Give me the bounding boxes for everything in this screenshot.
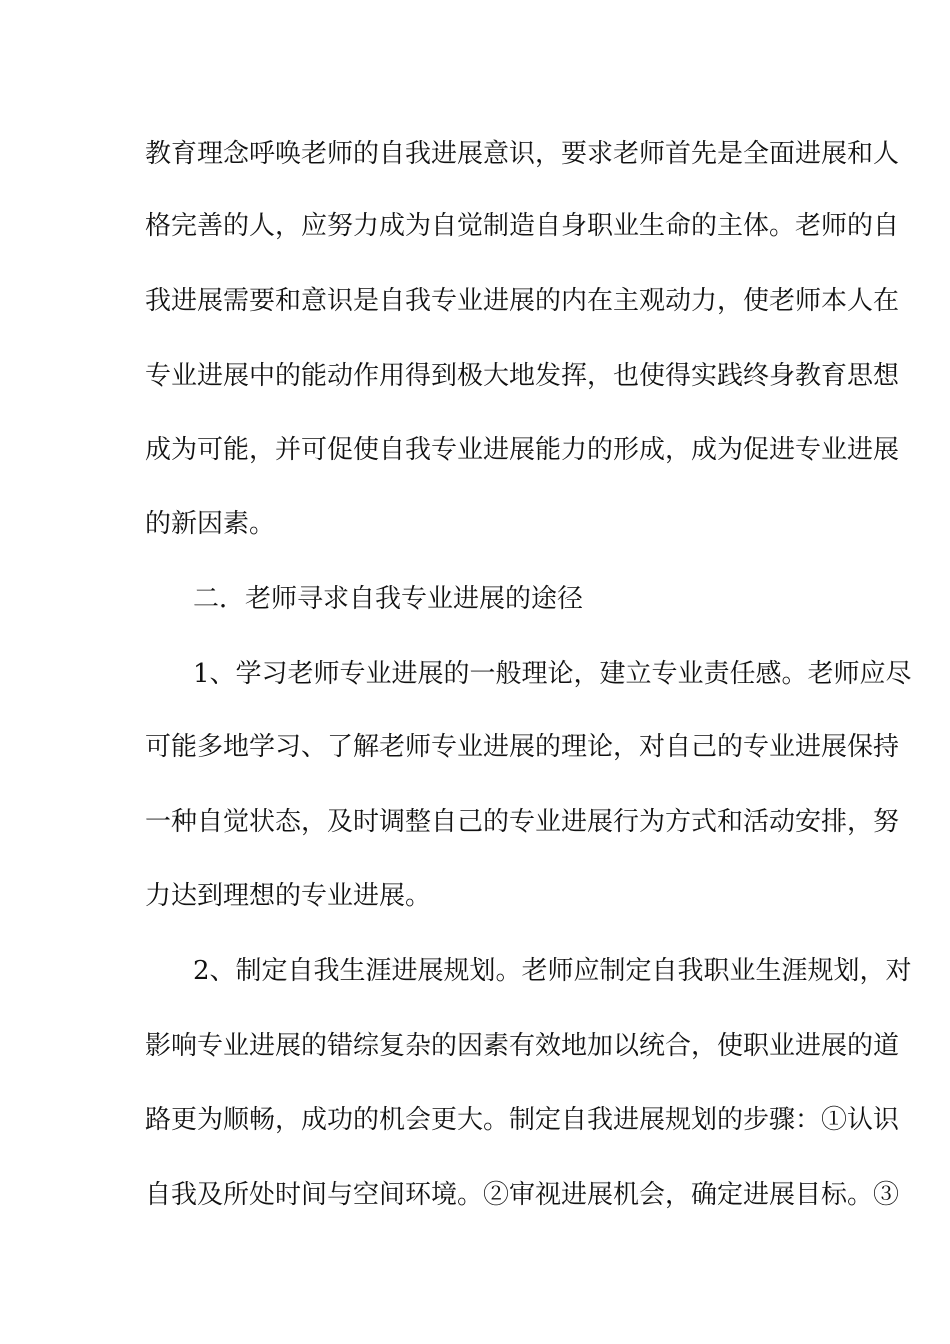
text-line: 2、制定自我生涯进展规划。老师应制定自我职业生涯规划，对 bbox=[193, 956, 912, 986]
text-line: 影响专业进展的错综复杂的因素有效地加以统合，使职业进展的道 bbox=[145, 1031, 900, 1061]
text-line: 1、学习老师专业进展的一般理论，建立专业责任感。老师应尽 bbox=[193, 659, 912, 689]
text-line: 我进展需要和意识是自我专业进展的内在主观动力，使老师本人在 bbox=[145, 286, 900, 316]
text-line: 教育理念呼唤老师的自我进展意识，要求老师首先是全面进展和人 bbox=[145, 139, 900, 169]
text-line: 路更为顺畅，成功的机会更大。制定自我进展规划的步骤：①认识 bbox=[145, 1105, 900, 1135]
text-line: 成为可能，并可促使自我专业进展能力的形成，成为促进专业进展 bbox=[145, 435, 900, 465]
text-line: 力达到理想的专业进展。 bbox=[145, 881, 432, 911]
section-heading: 二．老师寻求自我专业进展的途径 bbox=[193, 584, 584, 614]
text-line: 格完善的人，应努力成为自觉制造自身职业生命的主体。老师的自 bbox=[145, 211, 900, 241]
text-line: 自我及所处时间与空间环境。②审视进展机会，确定进展目标。③ bbox=[145, 1180, 900, 1210]
text-line: 专业进展中的能动作用得到极大地发挥，也使得实践终身教育思想 bbox=[145, 361, 900, 391]
text-line: 的新因素。 bbox=[145, 509, 276, 539]
text-line: 一种自觉状态，及时调整自己的专业进展行为方式和活动安排，努 bbox=[145, 807, 900, 837]
text-line: 可能多地学习、了解老师专业进展的理论，对自己的专业进展保持 bbox=[145, 732, 900, 762]
